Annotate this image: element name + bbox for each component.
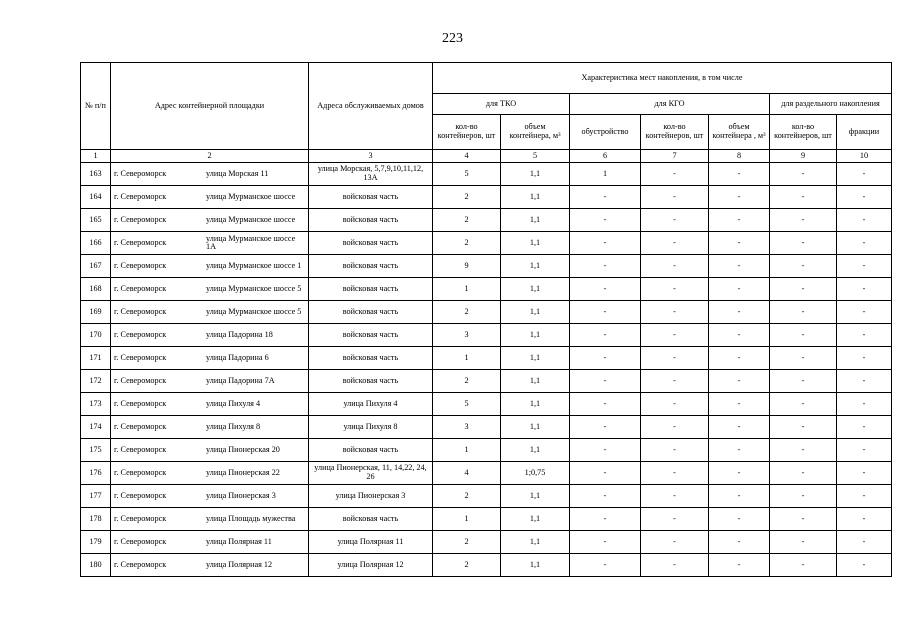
header-sep-count: кол-во контейнеров, шт bbox=[770, 115, 837, 150]
city-label: г. Североморск bbox=[114, 329, 167, 339]
kgo-count-cell: - bbox=[641, 393, 709, 416]
tko-count-cell: 2 bbox=[433, 209, 501, 232]
street-label: улица Пихуля 8 bbox=[206, 421, 261, 431]
kgo-equipment-cell: - bbox=[570, 531, 641, 554]
header-sep-fraction: фракции bbox=[837, 115, 892, 150]
kgo-volume-cell: - bbox=[709, 462, 770, 485]
city-label: г. Североморск bbox=[114, 237, 167, 247]
tko-volume-cell: 1,1 bbox=[501, 232, 570, 255]
header-tko-volume: объем контейнера, м³ bbox=[501, 115, 570, 150]
column-number: 9 bbox=[770, 150, 837, 163]
sep-count-cell: - bbox=[770, 163, 837, 186]
city-label: г. Североморск bbox=[114, 513, 167, 523]
site-address-cell bbox=[111, 393, 309, 416]
street-label: улица Мурманское шоссе 1 bbox=[206, 260, 302, 270]
sep-fraction-cell: - bbox=[837, 186, 892, 209]
row-number-cell: 176 bbox=[81, 462, 111, 485]
site-address-cell bbox=[111, 324, 309, 347]
city-label: г. Североморск bbox=[114, 306, 167, 316]
header-served-houses: Адреса обслуживаемых домов bbox=[309, 63, 433, 150]
kgo-volume-cell: - bbox=[709, 370, 770, 393]
sep-count-cell: - bbox=[770, 554, 837, 577]
site-address-cell bbox=[111, 278, 309, 301]
city-label: г. Североморск bbox=[114, 559, 167, 569]
tko-count-cell: 2 bbox=[433, 370, 501, 393]
site-address-cell bbox=[111, 255, 309, 278]
city-label: г. Североморск bbox=[114, 283, 167, 293]
city-label: г. Североморск bbox=[114, 467, 167, 477]
table-row bbox=[81, 186, 892, 209]
kgo-volume-cell: - bbox=[709, 439, 770, 462]
kgo-equipment-cell: - bbox=[570, 485, 641, 508]
city-label: г. Североморск bbox=[114, 536, 167, 546]
kgo-equipment-cell: - bbox=[570, 393, 641, 416]
kgo-count-cell: - bbox=[641, 347, 709, 370]
sep-count-cell: - bbox=[770, 531, 837, 554]
table-row bbox=[81, 301, 892, 324]
street-label: улица Полярная 12 bbox=[206, 559, 273, 569]
city-label: г. Североморск bbox=[114, 375, 167, 385]
served-houses-cell: улица Морская, 5,7,9,10,11,12, 13А bbox=[309, 163, 433, 186]
city-label: г. Североморск bbox=[114, 260, 167, 270]
kgo-count-cell: - bbox=[641, 186, 709, 209]
row-number-cell: 178 bbox=[81, 508, 111, 531]
served-houses-cell: войсковая часть bbox=[309, 347, 433, 370]
kgo-volume-cell: - bbox=[709, 255, 770, 278]
served-houses-cell: улица Пионерская 3 bbox=[309, 485, 433, 508]
street-label: улица Падорина 18 bbox=[206, 329, 273, 339]
kgo-volume-cell: - bbox=[709, 508, 770, 531]
kgo-volume-cell: - bbox=[709, 301, 770, 324]
tko-count-cell: 2 bbox=[433, 531, 501, 554]
table-row bbox=[81, 531, 892, 554]
tko-count-cell: 1 bbox=[433, 439, 501, 462]
table-row bbox=[81, 462, 892, 485]
kgo-count-cell: - bbox=[641, 232, 709, 255]
city-label: г. Североморск bbox=[114, 214, 167, 224]
sep-fraction-cell: - bbox=[837, 301, 892, 324]
sep-count-cell: - bbox=[770, 347, 837, 370]
sep-fraction-cell: - bbox=[837, 554, 892, 577]
street-label: улица Мурманское шоссе 5 bbox=[206, 283, 302, 293]
sep-fraction-cell: - bbox=[837, 416, 892, 439]
sep-count-cell: - bbox=[770, 255, 837, 278]
tko-volume-cell: 1,1 bbox=[501, 209, 570, 232]
column-number: 4 bbox=[433, 150, 501, 163]
tko-volume-cell: 1,1 bbox=[501, 370, 570, 393]
sep-count-cell: - bbox=[770, 439, 837, 462]
sep-fraction-cell: - bbox=[837, 393, 892, 416]
header-separate: для раздельного накопления bbox=[770, 94, 892, 115]
sep-fraction-cell: - bbox=[837, 163, 892, 186]
tko-count-cell: 1 bbox=[433, 508, 501, 531]
kgo-volume-cell: - bbox=[709, 416, 770, 439]
kgo-volume-cell: - bbox=[709, 554, 770, 577]
site-address-cell bbox=[111, 485, 309, 508]
sep-fraction-cell: - bbox=[837, 278, 892, 301]
tko-count-cell: 2 bbox=[433, 554, 501, 577]
street-label: улица Падорина 7А bbox=[206, 375, 275, 385]
tko-count-cell: 2 bbox=[433, 186, 501, 209]
kgo-volume-cell: - bbox=[709, 347, 770, 370]
street-label: улица Площадь мужества bbox=[206, 513, 296, 523]
header-kgo-equipment: обустройство bbox=[570, 115, 641, 150]
site-address-cell bbox=[111, 163, 309, 186]
kgo-count-cell: - bbox=[641, 255, 709, 278]
city-label: г. Североморск bbox=[114, 352, 167, 362]
sep-fraction-cell: - bbox=[837, 462, 892, 485]
tko-volume-cell: 1,1 bbox=[501, 393, 570, 416]
container-sites-table bbox=[80, 62, 892, 577]
site-address-cell bbox=[111, 370, 309, 393]
tko-volume-cell: 1,1 bbox=[501, 163, 570, 186]
row-number-cell: 167 bbox=[81, 255, 111, 278]
site-address-cell bbox=[111, 347, 309, 370]
column-number: 1 bbox=[81, 150, 111, 163]
tko-count-cell: 5 bbox=[433, 393, 501, 416]
table-row bbox=[81, 324, 892, 347]
kgo-count-cell: - bbox=[641, 439, 709, 462]
site-address-cell bbox=[111, 462, 309, 485]
tko-volume-cell: 1,1 bbox=[501, 301, 570, 324]
header-site-address: Адрес контейнерной площадки bbox=[111, 63, 309, 150]
row-number-cell: 169 bbox=[81, 301, 111, 324]
kgo-equipment-cell: - bbox=[570, 255, 641, 278]
tko-volume-cell: 1,1 bbox=[501, 439, 570, 462]
kgo-volume-cell: - bbox=[709, 186, 770, 209]
city-label: г. Североморск bbox=[114, 490, 167, 500]
tko-volume-cell: 1,1 bbox=[501, 186, 570, 209]
kgo-count-cell: - bbox=[641, 209, 709, 232]
column-number: 6 bbox=[570, 150, 641, 163]
kgo-equipment-cell: - bbox=[570, 508, 641, 531]
table-row bbox=[81, 370, 892, 393]
tko-volume-cell: 1,1 bbox=[501, 278, 570, 301]
kgo-count-cell: - bbox=[641, 485, 709, 508]
kgo-equipment-cell: - bbox=[570, 301, 641, 324]
sep-count-cell: - bbox=[770, 393, 837, 416]
kgo-count-cell: - bbox=[641, 301, 709, 324]
kgo-count-cell: - bbox=[641, 163, 709, 186]
tko-volume-cell: 1;0,75 bbox=[501, 462, 570, 485]
sep-fraction-cell: - bbox=[837, 232, 892, 255]
sep-count-cell: - bbox=[770, 278, 837, 301]
sep-count-cell: - bbox=[770, 485, 837, 508]
sep-count-cell: - bbox=[770, 416, 837, 439]
sep-count-cell: - bbox=[770, 209, 837, 232]
site-address-cell bbox=[111, 508, 309, 531]
served-houses-cell: улица Пионерская, 11, 14,22, 24, 26 bbox=[309, 462, 433, 485]
header-kgo: для КГО bbox=[570, 94, 770, 115]
tko-count-cell: 3 bbox=[433, 416, 501, 439]
kgo-volume-cell: - bbox=[709, 278, 770, 301]
tko-volume-cell: 1,1 bbox=[501, 347, 570, 370]
kgo-equipment-cell: - bbox=[570, 186, 641, 209]
city-label: г. Североморск bbox=[114, 421, 167, 431]
street-label: улица Падорина 6 bbox=[206, 352, 269, 362]
sep-fraction-cell: - bbox=[837, 255, 892, 278]
column-number: 10 bbox=[837, 150, 892, 163]
tko-count-cell: 1 bbox=[433, 278, 501, 301]
header-tko: для ТКО bbox=[433, 94, 570, 115]
tko-volume-cell: 1,1 bbox=[501, 531, 570, 554]
table-row bbox=[81, 485, 892, 508]
table-row bbox=[81, 554, 892, 577]
header-tko-count: кол-во контейнеров, шт bbox=[433, 115, 501, 150]
kgo-count-cell: - bbox=[641, 531, 709, 554]
served-houses-cell: улица Пихуля 8 bbox=[309, 416, 433, 439]
kgo-volume-cell: - bbox=[709, 485, 770, 508]
sep-fraction-cell: - bbox=[837, 370, 892, 393]
kgo-equipment-cell: - bbox=[570, 439, 641, 462]
kgo-equipment-cell: - bbox=[570, 554, 641, 577]
tko-volume-cell: 1,1 bbox=[501, 485, 570, 508]
sep-fraction-cell: - bbox=[837, 439, 892, 462]
served-houses-cell: улица Полярная 11 bbox=[309, 531, 433, 554]
served-houses-cell: войсковая часть bbox=[309, 439, 433, 462]
tko-count-cell: 3 bbox=[433, 324, 501, 347]
site-address-cell bbox=[111, 531, 309, 554]
served-houses-cell: улица Полярная 12 bbox=[309, 554, 433, 577]
tko-count-cell: 2 bbox=[433, 232, 501, 255]
tko-volume-cell: 1,1 bbox=[501, 508, 570, 531]
site-address-cell bbox=[111, 186, 309, 209]
served-houses-cell: войсковая часть bbox=[309, 324, 433, 347]
street-label: улица Морская 11 bbox=[206, 168, 269, 178]
served-houses-cell: войсковая часть bbox=[309, 186, 433, 209]
kgo-count-cell: - bbox=[641, 324, 709, 347]
row-number-cell: 171 bbox=[81, 347, 111, 370]
tko-count-cell: 1 bbox=[433, 347, 501, 370]
column-number: 8 bbox=[709, 150, 770, 163]
header-characteristics: Характеристика мест накопления, в том числе bbox=[433, 63, 892, 94]
sep-count-cell: - bbox=[770, 462, 837, 485]
column-number: 5 bbox=[501, 150, 570, 163]
column-number: 2 bbox=[111, 150, 309, 163]
sep-count-cell: - bbox=[770, 301, 837, 324]
city-label: г. Североморск bbox=[114, 398, 167, 408]
site-address-cell bbox=[111, 416, 309, 439]
table-row bbox=[81, 163, 892, 186]
row-number-cell: 175 bbox=[81, 439, 111, 462]
table-row bbox=[81, 278, 892, 301]
street-label: улица Мурманское шоссе 1А bbox=[206, 233, 296, 251]
sep-fraction-cell: - bbox=[837, 324, 892, 347]
kgo-equipment-cell: - bbox=[570, 278, 641, 301]
street-label: улица Пихуля 4 bbox=[206, 398, 261, 408]
kgo-count-cell: - bbox=[641, 554, 709, 577]
page-number: 223 bbox=[442, 31, 463, 46]
row-number-cell: 180 bbox=[81, 554, 111, 577]
row-number-cell: 165 bbox=[81, 209, 111, 232]
row-number-cell: 168 bbox=[81, 278, 111, 301]
served-houses-cell: войсковая часть bbox=[309, 508, 433, 531]
street-label: улица Мурманское шоссе bbox=[206, 191, 296, 201]
row-number-cell: 172 bbox=[81, 370, 111, 393]
kgo-volume-cell: - bbox=[709, 232, 770, 255]
served-houses-cell: войсковая часть bbox=[309, 255, 433, 278]
sep-fraction-cell: - bbox=[837, 531, 892, 554]
kgo-equipment-cell: - bbox=[570, 232, 641, 255]
street-label: улица Пионерская 22 bbox=[206, 467, 280, 477]
table-row bbox=[81, 416, 892, 439]
header-kgo-volume: объем контейнера , м³ bbox=[709, 115, 770, 150]
site-address-cell bbox=[111, 232, 309, 255]
table-row bbox=[81, 255, 892, 278]
tko-count-cell: 2 bbox=[433, 301, 501, 324]
site-address-cell bbox=[111, 209, 309, 232]
row-number-cell: 166 bbox=[81, 232, 111, 255]
served-houses-cell: войсковая часть bbox=[309, 232, 433, 255]
row-number-cell: 164 bbox=[81, 186, 111, 209]
tko-volume-cell: 1,1 bbox=[501, 416, 570, 439]
row-number-cell: 177 bbox=[81, 485, 111, 508]
kgo-equipment-cell: - bbox=[570, 209, 641, 232]
tko-volume-cell: 1,1 bbox=[501, 255, 570, 278]
row-number-cell: 179 bbox=[81, 531, 111, 554]
kgo-count-cell: - bbox=[641, 278, 709, 301]
sep-count-cell: - bbox=[770, 186, 837, 209]
site-address-cell bbox=[111, 301, 309, 324]
kgo-volume-cell: - bbox=[709, 209, 770, 232]
kgo-count-cell: - bbox=[641, 416, 709, 439]
city-label: г. Североморск bbox=[114, 168, 167, 178]
street-label: улица Пионерская 3 bbox=[206, 490, 276, 500]
kgo-volume-cell: - bbox=[709, 324, 770, 347]
tko-count-cell: 4 bbox=[433, 462, 501, 485]
kgo-equipment-cell: - bbox=[570, 324, 641, 347]
sep-fraction-cell: - bbox=[837, 209, 892, 232]
table-row bbox=[81, 232, 892, 255]
table-row bbox=[81, 508, 892, 531]
kgo-equipment-cell: - bbox=[570, 370, 641, 393]
column-number-row bbox=[81, 150, 892, 163]
served-houses-cell: войсковая часть bbox=[309, 209, 433, 232]
sep-count-cell: - bbox=[770, 324, 837, 347]
city-label: г. Североморск bbox=[114, 191, 167, 201]
row-number-cell: 173 bbox=[81, 393, 111, 416]
tko-volume-cell: 1,1 bbox=[501, 324, 570, 347]
column-number: 3 bbox=[309, 150, 433, 163]
table-row bbox=[81, 393, 892, 416]
tko-count-cell: 5 bbox=[433, 163, 501, 186]
tko-count-cell: 9 bbox=[433, 255, 501, 278]
kgo-count-cell: - bbox=[641, 370, 709, 393]
table-row bbox=[81, 439, 892, 462]
street-label: улица Полярная 11 bbox=[206, 536, 272, 546]
table-row bbox=[81, 209, 892, 232]
column-number: 7 bbox=[641, 150, 709, 163]
tko-count-cell: 2 bbox=[433, 485, 501, 508]
kgo-volume-cell: - bbox=[709, 163, 770, 186]
city-label: г. Североморск bbox=[114, 444, 167, 454]
served-houses-cell: улица Пихуля 4 bbox=[309, 393, 433, 416]
street-label: улица Мурманское шоссе bbox=[206, 214, 296, 224]
street-label: улица Мурманское шоссе 5 bbox=[206, 306, 302, 316]
sep-count-cell: - bbox=[770, 508, 837, 531]
row-number-cell: 163 bbox=[81, 163, 111, 186]
kgo-equipment-cell: 1 bbox=[570, 163, 641, 186]
kgo-count-cell: - bbox=[641, 462, 709, 485]
table-row bbox=[81, 347, 892, 370]
kgo-volume-cell: - bbox=[709, 393, 770, 416]
served-houses-cell: войсковая часть bbox=[309, 301, 433, 324]
header-kgo-count: кол-во контейнеров, шт bbox=[641, 115, 709, 150]
header-num: № п/п bbox=[81, 63, 111, 150]
kgo-equipment-cell: - bbox=[570, 462, 641, 485]
kgo-count-cell: - bbox=[641, 508, 709, 531]
kgo-equipment-cell: - bbox=[570, 416, 641, 439]
sep-fraction-cell: - bbox=[837, 508, 892, 531]
sep-count-cell: - bbox=[770, 232, 837, 255]
tko-volume-cell: 1,1 bbox=[501, 554, 570, 577]
served-houses-cell: войсковая часть bbox=[309, 370, 433, 393]
row-number-cell: 174 bbox=[81, 416, 111, 439]
site-address-cell bbox=[111, 439, 309, 462]
sep-fraction-cell: - bbox=[837, 485, 892, 508]
site-address-cell bbox=[111, 554, 309, 577]
sep-count-cell: - bbox=[770, 370, 837, 393]
sep-fraction-cell: - bbox=[837, 347, 892, 370]
kgo-volume-cell: - bbox=[709, 531, 770, 554]
row-number-cell: 170 bbox=[81, 324, 111, 347]
served-houses-cell: войсковая часть bbox=[309, 278, 433, 301]
kgo-equipment-cell: - bbox=[570, 347, 641, 370]
street-label: улица Пионерская 20 bbox=[206, 444, 280, 454]
